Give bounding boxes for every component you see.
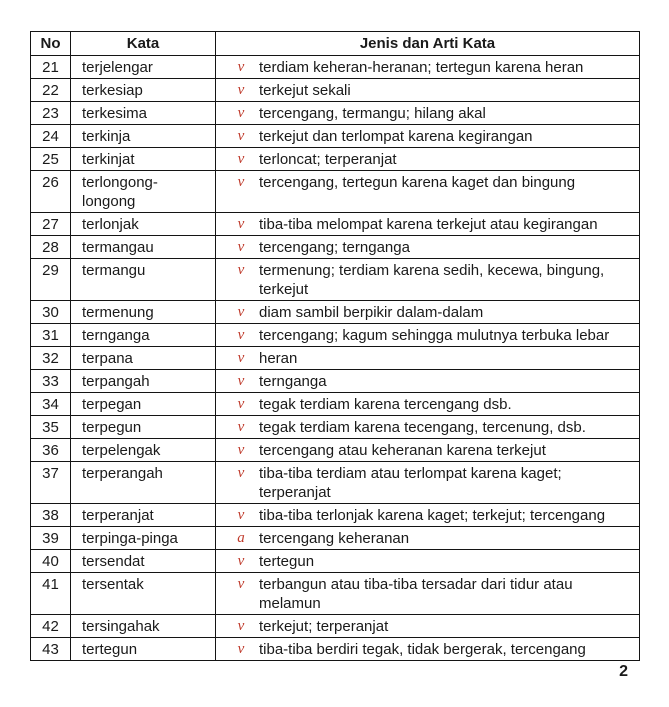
word-class-symbol: v bbox=[237, 303, 245, 320]
cell-jenis-arti bbox=[216, 615, 640, 638]
cell-kata: termangu bbox=[71, 259, 216, 301]
table-row bbox=[31, 504, 640, 527]
cell-no: 34 bbox=[31, 393, 71, 416]
cell-no: 27 bbox=[31, 213, 71, 236]
cell-jenis-arti bbox=[216, 439, 640, 462]
cell-kata: terkesima bbox=[71, 102, 216, 125]
jenis-arti-line bbox=[216, 326, 633, 345]
jenis-arti-line bbox=[216, 58, 633, 77]
cell-jenis-arti bbox=[216, 550, 640, 573]
cell-kata: terkinja bbox=[71, 125, 216, 148]
word-meaning: terkejut; terperanjat bbox=[259, 617, 389, 635]
cell-jenis-arti bbox=[216, 416, 640, 439]
cell-kata: terpegan bbox=[71, 393, 216, 416]
jenis-arti-line bbox=[216, 506, 633, 525]
jenis-arti-line bbox=[216, 372, 633, 391]
word-meaning: tercengang keheranan bbox=[259, 529, 410, 547]
jenis-arti-line bbox=[216, 81, 633, 100]
word-class-symbol: v bbox=[237, 215, 245, 232]
cell-no: 43 bbox=[31, 638, 71, 661]
word-meaning: tiba-tiba terdiam atau terlompat karena kaget; terperanjat bbox=[259, 464, 562, 501]
cell-jenis-arti bbox=[216, 125, 640, 148]
word-meaning: tercengang, tertegun karena kaget dan bingung bbox=[259, 173, 576, 191]
cell-jenis-arti bbox=[216, 324, 640, 347]
cell-jenis-arti bbox=[216, 370, 640, 393]
word-class-symbol: v bbox=[237, 617, 245, 634]
cell-kata: tersingahak bbox=[71, 615, 216, 638]
cell-no: 41 bbox=[31, 573, 71, 615]
cell-no: 28 bbox=[31, 236, 71, 259]
word-meaning: tercengang; kagum sehingga mulutnya terbuka lebar bbox=[259, 326, 610, 344]
word-class-symbol: v bbox=[237, 58, 245, 75]
cell-no: 26 bbox=[31, 171, 71, 213]
word-meaning: tegak terdiam karena tecengang, tercenung, dsb. bbox=[259, 418, 586, 436]
cell-no: 29 bbox=[31, 259, 71, 301]
word-meaning: tiba-tiba terlonjak karena kaget; terkejut; tercengang bbox=[259, 506, 606, 524]
cell-kata: terpangah bbox=[71, 370, 216, 393]
cell-kata: terpinga-pinga bbox=[71, 527, 216, 550]
cell-no: 36 bbox=[31, 439, 71, 462]
cell-kata: terkinjat bbox=[71, 148, 216, 171]
page-number: 2 bbox=[619, 663, 628, 680]
jenis-arti-line bbox=[216, 552, 633, 571]
jenis-arti-line bbox=[216, 575, 633, 613]
cell-jenis-arti bbox=[216, 79, 640, 102]
word-class-symbol: v bbox=[237, 464, 245, 481]
word-meaning: terdiam keheran-heranan; tertegun karena heran bbox=[259, 58, 584, 76]
cell-jenis-arti bbox=[216, 236, 640, 259]
jenis-arti-line bbox=[216, 127, 633, 146]
table-row bbox=[31, 102, 640, 125]
word-class-symbol: v bbox=[237, 575, 245, 592]
jenis-arti-line bbox=[216, 238, 633, 257]
table-row bbox=[31, 347, 640, 370]
jenis-arti-line bbox=[216, 150, 633, 169]
word-class-symbol: v bbox=[237, 127, 245, 144]
cell-kata: tersentak bbox=[71, 573, 216, 615]
cell-jenis-arti bbox=[216, 301, 640, 324]
table-row bbox=[31, 416, 640, 439]
word-meaning: heran bbox=[259, 349, 298, 367]
cell-kata: terpelengak bbox=[71, 439, 216, 462]
cell-kata: termenung bbox=[71, 301, 216, 324]
cell-jenis-arti bbox=[216, 527, 640, 550]
table-row bbox=[31, 324, 640, 347]
table-row bbox=[31, 638, 640, 661]
word-meaning: tercengang atau keheranan karena terkejut bbox=[259, 441, 546, 459]
word-meaning: tertegun bbox=[259, 552, 315, 570]
word-class-symbol: v bbox=[237, 418, 245, 435]
cell-no: 25 bbox=[31, 148, 71, 171]
header-row bbox=[31, 32, 640, 56]
jenis-arti-line bbox=[216, 349, 633, 368]
word-class-symbol: v bbox=[237, 372, 245, 389]
word-class-symbol: v bbox=[237, 173, 245, 190]
word-meaning: tiba-tiba melompat karena terkejut atau kegirangan bbox=[259, 215, 598, 233]
jenis-arti-line bbox=[216, 395, 633, 414]
word-class-symbol: v bbox=[237, 552, 245, 569]
cell-jenis-arti bbox=[216, 213, 640, 236]
jenis-arti-line bbox=[216, 303, 633, 322]
word-class-symbol: v bbox=[237, 349, 245, 366]
cell-jenis-arti bbox=[216, 56, 640, 79]
cell-no: 37 bbox=[31, 462, 71, 504]
word-class-symbol: v bbox=[237, 150, 245, 167]
word-class-symbol: v bbox=[237, 81, 245, 98]
table-row bbox=[31, 301, 640, 324]
table-row bbox=[31, 393, 640, 416]
cell-kata: terlongong-longong bbox=[71, 171, 216, 213]
cell-no: 31 bbox=[31, 324, 71, 347]
word-meaning: terbangun atau tiba-tiba tersadar dari tidur atau melamun bbox=[259, 575, 573, 612]
col-header-kata: Kata bbox=[71, 32, 216, 56]
cell-no: 30 bbox=[31, 301, 71, 324]
word-class-symbol: v bbox=[237, 104, 245, 121]
table-row bbox=[31, 213, 640, 236]
jenis-arti-line bbox=[216, 441, 633, 460]
cell-kata: terperanjat bbox=[71, 504, 216, 527]
table-row bbox=[31, 148, 640, 171]
cell-jenis-arti bbox=[216, 573, 640, 615]
cell-jenis-arti bbox=[216, 259, 640, 301]
table-row bbox=[31, 370, 640, 393]
cell-jenis-arti bbox=[216, 393, 640, 416]
table-row bbox=[31, 56, 640, 79]
cell-jenis-arti bbox=[216, 102, 640, 125]
cell-kata: terpana bbox=[71, 347, 216, 370]
cell-kata: tertegun bbox=[71, 638, 216, 661]
word-meaning: ternganga bbox=[259, 372, 327, 390]
cell-kata: terperangah bbox=[71, 462, 216, 504]
cell-no: 33 bbox=[31, 370, 71, 393]
word-meaning: tercengang; ternganga bbox=[259, 238, 410, 256]
word-class-symbol: v bbox=[237, 640, 245, 657]
jenis-arti-line bbox=[216, 104, 633, 123]
word-meaning: terkejut sekali bbox=[259, 81, 351, 99]
word-meaning: tegak terdiam karena tercengang dsb. bbox=[259, 395, 512, 413]
word-meaning: tiba-tiba berdiri tegak, tidak bergerak, tercengang bbox=[259, 640, 586, 658]
table-row bbox=[31, 527, 640, 550]
cell-no: 38 bbox=[31, 504, 71, 527]
cell-no: 40 bbox=[31, 550, 71, 573]
word-class-symbol: v bbox=[237, 506, 245, 523]
table-row bbox=[31, 615, 640, 638]
word-class-symbol: v bbox=[237, 261, 245, 278]
cell-jenis-arti bbox=[216, 148, 640, 171]
jenis-arti-line bbox=[216, 418, 633, 437]
word-class-symbol: v bbox=[237, 441, 245, 458]
jenis-arti-line bbox=[216, 640, 633, 659]
table-row bbox=[31, 79, 640, 102]
cell-kata: ternganga bbox=[71, 324, 216, 347]
cell-kata: terlonjak bbox=[71, 213, 216, 236]
jenis-arti-line bbox=[216, 529, 633, 548]
jenis-arti-line bbox=[216, 464, 633, 502]
word-meaning: terloncat; terperanjat bbox=[259, 150, 397, 168]
word-class-symbol: v bbox=[237, 395, 245, 412]
cell-jenis-arti bbox=[216, 171, 640, 213]
cell-kata: terjelengar bbox=[71, 56, 216, 79]
cell-no: 35 bbox=[31, 416, 71, 439]
cell-no: 23 bbox=[31, 102, 71, 125]
word-meaning: tercengang, termangu; hilang akal bbox=[259, 104, 486, 122]
word-class-symbol: a bbox=[237, 529, 245, 546]
cell-no: 22 bbox=[31, 79, 71, 102]
jenis-arti-line bbox=[216, 215, 633, 234]
table-row bbox=[31, 550, 640, 573]
word-class-symbol: v bbox=[237, 326, 245, 343]
cell-no: 21 bbox=[31, 56, 71, 79]
word-meaning: termenung; terdiam karena sedih, kecewa, bingung, terkejut bbox=[259, 261, 605, 298]
cell-kata: terpegun bbox=[71, 416, 216, 439]
table-body bbox=[31, 56, 640, 661]
word-table bbox=[30, 31, 640, 661]
cell-no: 24 bbox=[31, 125, 71, 148]
cell-jenis-arti bbox=[216, 504, 640, 527]
table-row bbox=[31, 259, 640, 301]
col-header-jenis-arti: Jenis dan Arti Kata bbox=[216, 32, 640, 56]
table-row bbox=[31, 573, 640, 615]
table-row bbox=[31, 462, 640, 504]
cell-jenis-arti bbox=[216, 347, 640, 370]
jenis-arti-line bbox=[216, 617, 633, 636]
col-header-no: No bbox=[31, 32, 71, 56]
word-class-symbol: v bbox=[237, 238, 245, 255]
cell-kata: terkesiap bbox=[71, 79, 216, 102]
table-row bbox=[31, 439, 640, 462]
table-row bbox=[31, 171, 640, 213]
table-row bbox=[31, 236, 640, 259]
cell-no: 39 bbox=[31, 527, 71, 550]
word-meaning: diam sambil berpikir dalam-dalam bbox=[259, 303, 484, 321]
cell-no: 32 bbox=[31, 347, 71, 370]
table-header bbox=[31, 32, 640, 56]
cell-kata: termangau bbox=[71, 236, 216, 259]
cell-no: 42 bbox=[31, 615, 71, 638]
word-meaning: terkejut dan terlompat karena kegirangan bbox=[259, 127, 533, 145]
jenis-arti-line bbox=[216, 261, 633, 299]
cell-jenis-arti bbox=[216, 638, 640, 661]
cell-kata: tersendat bbox=[71, 550, 216, 573]
jenis-arti-line bbox=[216, 173, 633, 192]
cell-jenis-arti bbox=[216, 462, 640, 504]
table-row bbox=[31, 125, 640, 148]
